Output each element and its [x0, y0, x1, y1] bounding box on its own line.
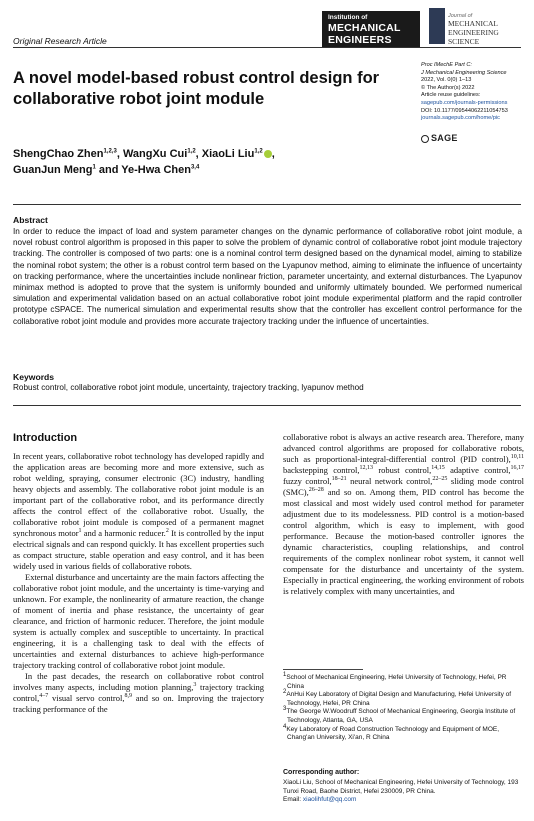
keywords-text: Robust control, collaborative robot joint module, uncertainty, trajectory tracking, lyapunov method	[13, 383, 364, 392]
citation[interactable]: 3	[193, 682, 197, 689]
affiliation	[283, 671, 524, 691]
citation[interactable]: 12,13	[359, 465, 373, 472]
affiliation-number: 4	[283, 723, 287, 730]
citation[interactable]: 18–21	[331, 476, 347, 483]
affiliation-number: 1	[283, 671, 287, 678]
text-span: robust control,	[372, 465, 432, 475]
text-span: neural network control,	[346, 476, 433, 486]
citation[interactable]: 1	[78, 528, 82, 535]
citation[interactable]: 4–7	[39, 693, 49, 700]
journal-emblem-icon	[429, 8, 445, 44]
affiliation	[283, 689, 524, 708]
text-span: fuzzy control,	[283, 476, 332, 486]
author-affiliation: 1,2	[187, 148, 196, 155]
affiliation-text: AnHui Key Laboratory of Digital Design and Manufacturing, Hefei University of Technology, Hefei, PR China	[286, 691, 512, 707]
citation[interactable]: 10,11	[510, 454, 524, 461]
author-list: ShengChao Zhen$^{1,2,3}$, WangXu Cui$^{1,2}$, XiaoLi Liu$^{1,2}$ , GuanJun Meng$^1$ and Ye-Hwa Chen$^{3,4}$	[13, 148, 275, 176]
affiliation	[283, 706, 524, 725]
journal-logo-small: Journal of	[448, 13, 473, 19]
citation[interactable]: 14,15	[431, 465, 445, 472]
author-name: GuanJun Meng	[13, 164, 93, 176]
author-name: ShengChao Zhen	[13, 148, 104, 160]
text-span: and a harmonic reducer.	[81, 528, 166, 538]
affiliation-text: Key Laboratory of Road Construction Technology and Equipment of MOE, Chang'an University, Xi'an, R China	[286, 725, 500, 742]
paragraph: External disturbance and uncertainty are the main factors affecting the collaborative robot joint module, and the uncertainty is time-varying and unknown. For example, the nonlinearity of armature reaction, the change of moment of inertia and phase resistance, the uncertainty of gear clearance, and friction of harmonic reducer. Therefore, the joint module system is actually complex and susceptible to uncertainty. In practical engineering, it is a challenging task to deal with the effects of uncertainties and external disturbances to achieve high-performance trajectory tracking control of collaborative robot joint module.	[13, 572, 264, 670]
citation[interactable]: 26–28	[308, 487, 324, 494]
affiliation-number: 2	[283, 689, 287, 696]
journal-home-link[interactable]: journals.sagepub.com/home/pic	[421, 115, 500, 122]
publisher-logo-line1: Institution of	[328, 14, 368, 21]
copyright: © The Author(s) 2022	[421, 84, 475, 91]
text-span: trajectory tracking control,	[13, 682, 264, 703]
section-divider	[13, 405, 521, 406]
email-label: Email:	[283, 796, 303, 804]
footnote-divider	[283, 669, 363, 670]
paragraph	[13, 451, 264, 572]
introduction-heading: Introduction	[13, 432, 78, 444]
abstract-text: In order to reduce the impact of load and system parameter changes on the dynamic performance of collaborative robot joint module, a novel robust control algorithm is proposed in this paper to solve the problem of dynamic control of collaborative robot joint module trajectory tracking. The controller is composed of two parts: one is a nominal control term designed based on the dynamical model, aiming to stabilize the nominal robot system; the other is a robust control term based on the Lyapunov method, aiming to eliminate the influence of uncertainty on tracking performance, where the uncertainties include nonlinear friction, parameter uncertainty, and external disturbances. The Lyapunov minimax method is adopted to prove that the system is uniformly bounded and uniformly ultimately bounded. We performed numerical simulation and experimental validation based on an actual collaborative robot joint module experimental platform and the rapid controller prototype cSPACE. The numerical simulation and experimental results show that the controller has excellent control performance for the collaborative robot joint module and provides more accurate trajectory tracking under the influence of uncertainties.	[13, 227, 522, 326]
journal-short: Proc IMechE Part C:	[421, 62, 472, 68]
author-affiliation: 3,4	[190, 164, 200, 171]
author-affiliation: 1,2	[254, 148, 263, 155]
corresponding-details	[283, 779, 524, 805]
doi[interactable]: DOI: 10.1177/09544062211054753	[421, 107, 508, 114]
author-affiliation: 1	[92, 164, 96, 171]
article-type: Original Research Article	[13, 36, 107, 46]
article-meta	[421, 62, 531, 123]
left-column	[13, 451, 264, 715]
paper-title: A novel model-based robust control design for collaborative robot joint module	[13, 69, 380, 108]
email-link[interactable]: xiaolihfut@qq.com	[302, 796, 357, 804]
text-span: collaborative robot is always an active research area. Therefore, many advanced control algorithms are proposed for collaborative robots, such as proportional-integral-differential control (PID control),	[283, 432, 524, 464]
affiliations	[283, 671, 524, 743]
sage-circle-icon	[421, 135, 429, 143]
text-span: and so on. Among them, PID control has become the most classical and most widely used control method for parameter adjustment due to its modelessness. PID control is a motion-based control algorithm, which is easy to implement, with good performance. Because the motion-based controller ignores the dynamic characteristics, coupling relationships, and control requirements of the complex nonlinear robot system, it cannot well compensate for the disturbance and uncertainty of the system. Especially in practical engineering, the working environment of robots is relatively complex with many uncertainties, and	[283, 487, 524, 596]
journal-logo-line2: ENGINEERING SCIENCE	[448, 28, 499, 46]
journal-full: J Mechanical Engineering Science	[421, 69, 507, 76]
citation[interactable]: 8,9	[124, 693, 132, 700]
affiliation-number: 3	[283, 706, 287, 713]
publisher-logo	[322, 11, 420, 47]
author-name: Ye-Hwa Chen	[121, 164, 191, 176]
corresponding-heading: Corresponding author:	[283, 769, 360, 776]
orcid-icon[interactable]	[264, 150, 272, 158]
citation[interactable]: 2	[165, 528, 169, 535]
paragraph	[283, 432, 524, 597]
paragraph	[13, 671, 264, 715]
journal-logo-line1: MECHANICAL	[448, 19, 498, 28]
affiliation	[283, 723, 524, 743]
header-divider	[13, 47, 521, 48]
publisher-logo-line3: ENGINEERS	[328, 34, 392, 46]
text-span: and so on. Improving the trajectory tracking performance of the	[13, 693, 264, 714]
journal-logo	[429, 8, 529, 44]
text-span: It is controlled by the input electrical signals and can respond quickly. It has excellent properties such as compact structure, stable operation and easy control, and it has been widely used in various fields of collaborative robots.	[13, 528, 264, 571]
section-divider	[13, 204, 521, 205]
text-span: backstepping control,	[283, 465, 360, 475]
text-span: visual servo control,	[48, 693, 125, 703]
reuse-label: Article reuse guidelines:	[421, 92, 481, 99]
sage-label: SAGE	[431, 133, 458, 143]
volume: 2022, Vol. 0(0) 1–13	[421, 77, 472, 84]
author-name: XiaoLi Liu	[201, 148, 255, 160]
author-affiliation: 1,2,3	[103, 148, 117, 155]
abstract-heading: Abstract	[13, 215, 48, 225]
affiliation-text: School of Mechanical Engineering, Hefei University of Technology, Hefei, PR China	[286, 674, 507, 690]
sage-logo	[421, 133, 458, 143]
publisher-logo-line2: MECHANICAL	[328, 22, 401, 34]
author-name: WangXu Cui	[122, 148, 188, 160]
corresponding-text: XiaoLi Liu, School of Mechanical Engineering, Hefei University of Technology, 193 Tunxi Road, Baohe District, Hefei 230009, PR China.	[283, 779, 519, 795]
text-span: sliding mode control (SMC),	[283, 476, 525, 497]
text-span: In recent years, collaborative robot technology has developed rapidly and the application areas are becoming more and more extensive, such as robot welding, spraying, consumer electronic (3C) industry, handling heavy objects and assembly. The collaborative robot joint module is an important part of the collaborative robot, and its performance directly affects the control effect of the collaborative robot. Usually, the collaborative robot joint module is composed of a permanent magnet synchronous motor	[13, 451, 264, 538]
citation[interactable]: 16,17	[510, 465, 524, 472]
keywords-heading: Keywords	[13, 372, 55, 382]
text-span: In the past decades, the research on collaborative robot control involves many aspects, including motion planning,	[13, 671, 264, 692]
text-span: adaptive control,	[444, 465, 511, 475]
right-column	[283, 432, 524, 597]
permissions-link[interactable]: sagepub.com/journals-permissions	[421, 99, 508, 106]
citation[interactable]: 22–25	[432, 476, 448, 483]
affiliation-text: The George W.Woodruff School of Mechanical Engineering, Georgia Institute of Technology, Atlanta, GA, USA	[286, 708, 516, 724]
